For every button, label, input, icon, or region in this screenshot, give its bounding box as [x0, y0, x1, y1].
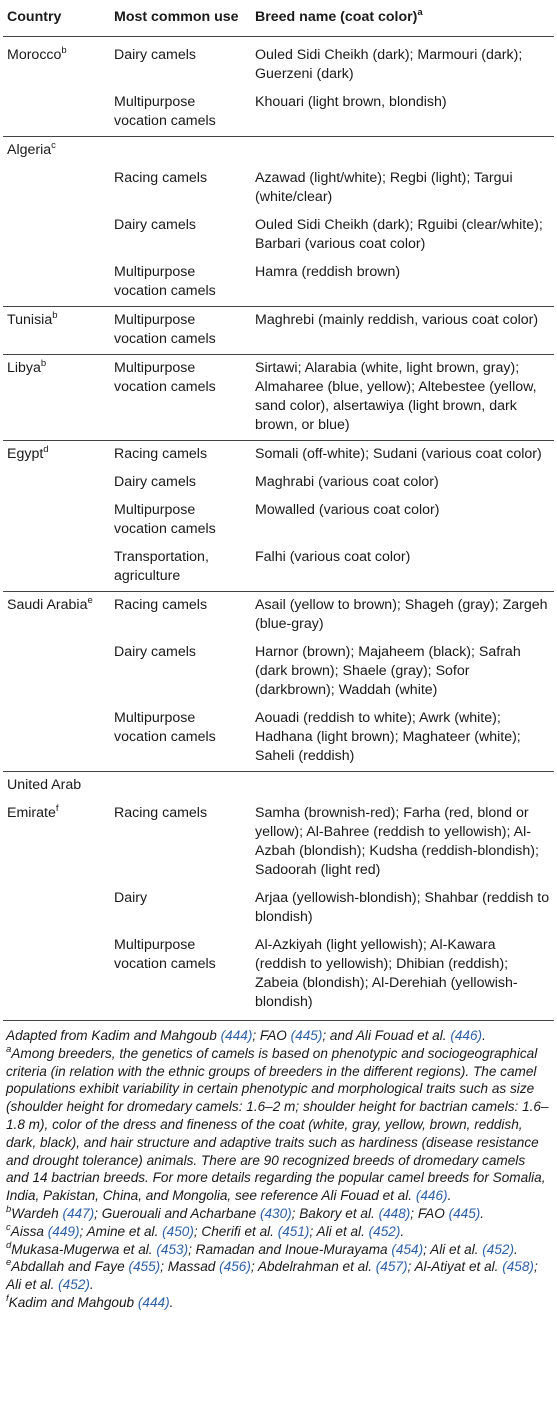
cell-breed: Falhi (various coat color)	[255, 549, 411, 565]
table-row	[3, 497, 554, 544]
cell-breed: Arjaa (yellowish-blondish); Shahbar (reddish to blondish)	[255, 890, 550, 925]
table-row	[3, 592, 554, 640]
citation-link[interactable]: (456)	[219, 1259, 251, 1275]
cell-breed: Al-Azkiyah (light yellowish); Al-Kawara (reddish to yellowish); Dhibian (reddish); Zabeia (blondish); Al-Derehiah (yellowish-blondish)	[251, 932, 554, 1021]
camel-breeds-table	[3, 0, 554, 1021]
cell-country: United Arab	[3, 772, 110, 801]
footnote-c: $^c$Aissa (449); Amine et al. (450); Cherifi et al. (451); Ali et al. (452).	[6, 1221, 405, 1239]
cell-use: Multipurpose vocation camels	[110, 932, 251, 1021]
cell-breed: Khouari (light brown, blondish)	[255, 94, 447, 110]
table-row	[3, 137, 554, 166]
citation-link[interactable]: (457)	[375, 1259, 408, 1275]
table-row	[3, 639, 554, 705]
cell-use: Dairy	[114, 890, 148, 906]
cell-use: Dairy camels	[114, 474, 196, 490]
citation-link[interactable]: (445)	[290, 1028, 323, 1043]
table-row	[3, 772, 554, 801]
cell-breed: Azawad (light/white); Regbi (light); Targui (white/clear)	[255, 170, 513, 205]
citation-link[interactable]: (452)	[482, 1241, 515, 1257]
cell-breed: Harnor (brown); Majaheem (black); Safrah (dark brown); Shaele (gray); Sofor (darkbrown); Waddah (white)	[255, 644, 521, 698]
citation-link[interactable]: (447)	[62, 1205, 95, 1221]
cell-use: Multipurpose vocation camels	[114, 710, 216, 745]
cell-country: Tunisia$^b$	[3, 307, 110, 355]
table-row	[3, 932, 554, 1021]
table-row	[3, 89, 554, 137]
cell-country	[3, 639, 110, 705]
cell-breed: Mowalled (various coat color)	[255, 502, 440, 518]
cell-country	[3, 165, 110, 212]
citation-link[interactable]: (444)	[137, 1294, 170, 1310]
cell-use: Racing camels	[110, 441, 251, 470]
citation-link[interactable]: (449)	[47, 1223, 80, 1239]
cell-country: Egypt$^d$	[3, 441, 110, 470]
citation-link[interactable]: (450)	[162, 1223, 194, 1239]
cell-country: Saudi Arabia$^e$	[3, 592, 110, 640]
citation-link[interactable]: (458)	[502, 1259, 534, 1275]
cell-use: Multipurpose vocation camels	[114, 502, 216, 537]
cell-country	[3, 932, 110, 1021]
cell-breed: Asail (yellow to brown); Shageh (gray); Zargeh (blue-gray)	[251, 592, 554, 640]
cell-use: Multipurpose vocation camels	[114, 94, 216, 129]
cell-country	[3, 89, 110, 137]
cell-use: Transportation, agriculture	[114, 549, 209, 584]
cell-use: Dairy camels	[114, 217, 196, 233]
cell-breed: Sirtawi; Alarabia (white, light brown, gray); Almaharee (blue, yellow); Altebestee (yellow, sand color), alsertawiya (light brown, dark brown, or blue)	[251, 355, 554, 441]
citation-link[interactable]: (446)	[450, 1028, 483, 1043]
footnote-d: $^d$Mukasa-Mugerwa et al. (453); Ramadan and Inoue-Murayama (454); Ali et al. (452).	[6, 1239, 518, 1257]
cell-breed: Hamra (reddish brown)	[255, 264, 401, 280]
citation-link[interactable]: (430)	[259, 1205, 292, 1221]
citation-link[interactable]: (446)	[415, 1188, 448, 1204]
cell-country	[3, 259, 110, 307]
citation-link[interactable]: (454)	[391, 1241, 424, 1257]
cell-use: Racing camels	[110, 592, 251, 640]
table-body	[3, 37, 554, 1021]
cell-use	[110, 772, 251, 801]
table-row	[3, 212, 554, 259]
table-row	[3, 259, 554, 307]
cell-use: Racing camels	[114, 805, 208, 821]
cell-breed: Aouadi (reddish to white); Awrk (white); Hadhana (light brown); Maghateer (white); Saheli (reddish)	[255, 710, 521, 764]
table-header-row	[3, 0, 554, 37]
cell-breed: Ouled Sidi Cheikh (dark); Rguibi (clear/white); Barbari (various coat color)	[255, 217, 543, 252]
cell-country: Libya$^b$	[3, 355, 110, 441]
footnote-b: $^b$Wardeh (447); Guerouali and Acharbane (430); Bakory et al. (448); FAO (445).	[6, 1203, 485, 1221]
citation-link[interactable]: (444)	[220, 1028, 253, 1043]
cell-country	[3, 212, 110, 259]
cell-country	[3, 705, 110, 772]
cell-country: Morocco$^b$	[3, 37, 110, 90]
citation-link[interactable]: (455)	[128, 1259, 161, 1275]
cell-use: Multipurpose vocation camels	[114, 264, 216, 299]
cell-country	[3, 469, 110, 497]
header-country: Country	[7, 9, 62, 25]
footnote-f: $^f$Kadim and Mahgoub (444).	[6, 1292, 174, 1310]
footnote-adapted: Adapted from Kadim and Mahgoub (444); FAO (445); and Ali Fouad et al. (446).	[6, 1028, 486, 1043]
table-row	[3, 544, 554, 592]
footnote-a: $^a$Among breeders, the genetics of camels is based on phenotypic and sociogeographical criteria (in relation with the ethnic groups of breeders in the different regions). The camel populations exhibit variability in certain phenotypic and morphological traits such as size (shoulder height for dromedary camels: 1.6–2 m; shoulder height for bactrian camels: 1.6–1.8 m), color of the dress and fineness of the coat (white, gray, yellow, brown, reddish, dark, black), and hair structure and adaptive traits such as hardiness (disease resistance and drought tolerance) animals. There are 90 recognized breeds of dromedary camels and 14 bactrian breeds. For more details regarding the popular camel breeds for Somalia, India, Pakistan, China, and Mongolia, see reference Ali Fouad et al. (446).	[6, 1043, 549, 1204]
cell-country	[3, 544, 110, 592]
cell-country: Algeria$^c$	[3, 137, 110, 166]
citation-link[interactable]: (451)	[277, 1223, 310, 1239]
cell-breed: Samha (brownish-red); Farha (red, blond or yellow); Al-Bahree (reddish to yellowish); Al-Azbah (blondish); Kudsha (reddish-blondish); Sadoorah (light red)	[255, 805, 539, 878]
cell-breed: Maghrabi (various coat color)	[255, 474, 439, 490]
table-row	[3, 307, 554, 355]
table-row	[3, 885, 554, 932]
table-row	[3, 441, 554, 470]
table-row	[3, 37, 554, 90]
citation-link[interactable]: (452)	[368, 1223, 401, 1239]
cell-country	[3, 497, 110, 544]
citation-link[interactable]: (452)	[58, 1277, 90, 1293]
citation-link[interactable]: (445)	[448, 1205, 481, 1221]
cell-breed: Ouled Sidi Cheikh (dark); Marmouri (dark); Guerzeni (dark)	[251, 37, 554, 90]
cell-country	[3, 885, 110, 932]
table-row	[3, 800, 554, 885]
citation-link[interactable]: (453)	[156, 1241, 189, 1257]
cell-use: Dairy camels	[114, 644, 196, 660]
header-use: Most common use	[114, 9, 239, 25]
cell-use: Multipurpose vocation camels	[110, 307, 251, 355]
table-row	[3, 705, 554, 772]
table-footnotes	[3, 1027, 554, 1312]
cell-breed: Maghrebi (mainly reddish, various coat color)	[251, 307, 554, 355]
cell-use: Dairy camels	[110, 37, 251, 90]
cell-use: Racing camels	[114, 170, 208, 186]
table-row	[3, 469, 554, 497]
cell-breed: Somali (off-white); Sudani (various coat color)	[251, 441, 554, 470]
cell-country: Emirate$^f$	[7, 803, 59, 821]
citation-link[interactable]: (448)	[378, 1205, 411, 1221]
cell-breed	[251, 137, 554, 166]
header-breed: Breed name (coat color)$^a$	[255, 7, 423, 25]
cell-breed	[251, 772, 554, 801]
cell-use	[110, 137, 251, 166]
cell-use: Multipurpose vocation camels	[110, 355, 251, 441]
table-row	[3, 355, 554, 441]
table-row	[3, 165, 554, 212]
footnote-e: $^e$Abdallah and Faye (455); Massad (456); Abdelrahman et al. (457); Al-Atiyat et al. (458); Ali et al. (452).	[6, 1257, 538, 1293]
